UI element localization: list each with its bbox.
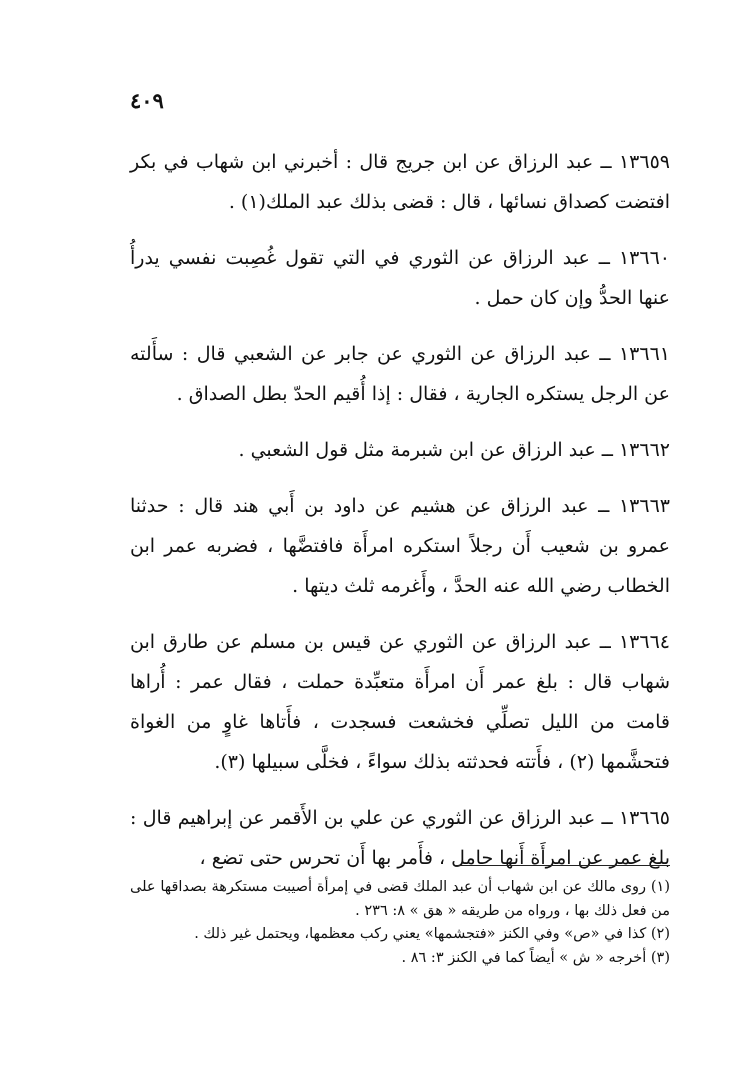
hadith-13660: ١٣٦٦٠ ــ عبد الرزاق عن الثوري في التي تقول غُصِبت نفسي يدرأُ عنها الحدُّ وإن كان حمل . xyxy=(130,247,670,309)
footnote-1: (١) روى مالك عن ابن شهاب أن عبد الملك قضى في إمرأة أصيبت مستكرهة بصداقها على من فعل ذلك بها ، ورواه من طريقه « هق » ٨: ٢٣٦ . xyxy=(130,879,670,919)
page-number: ٤٠٩ xyxy=(130,88,164,113)
hadith-13659: ١٣٦٥٩ ــ عبد الرزاق عن ابن جريج قال : أخبرني ابن شهاب في بكر افتضت كصداق نسائها ، قال : قضى بذلك عبد الملك(١) . xyxy=(130,151,670,213)
hadith-13663: ١٣٦٦٣ ــ عبد الرزاق عن هشيم عن داود بن أَبي هند قال : حدثنا عمرو بن شعيب أَن رجلاً استكره امرأَة فافتضَّها ، فضربه عمر ابن الخطاب رضي الله عنه الحدَّ ، وأَغرمه ثلث ديتها . xyxy=(130,495,670,597)
hadith-13665: ١٣٦٦٥ ــ عبد الرزاق عن الثوري عن علي بن الأَقمر عن إبراهيم قال : بلغ عمر عن امرأَة أَنها حامل ، فأَمر بها أَن تحرس حتى تضع ، xyxy=(130,807,670,869)
main-text xyxy=(130,142,670,894)
footnote-divider xyxy=(455,865,670,866)
footnote-2: (٢) كذا في «ص» وفي الكنز «فتجشمها» يعني ركب معظمها، ويحتمل غير ذلك . xyxy=(194,926,670,942)
hadith-13662: ١٣٦٦٢ ــ عبد الرزاق عن ابن شبرمة مثل قول الشعبي . xyxy=(238,439,670,461)
hadith-13661: ١٣٦٦١ ــ عبد الرزاق عن الثوري عن جابر عن الشعبي قال : سأَلته عن الرجل يستكره الجارية ، فقال : إذا أُقيم الحدّ بطل الصداق . xyxy=(130,343,670,405)
footnote-3: (٣) أخرجه « ش » أيضاً كما في الكنز ٣: ٨٦ . xyxy=(401,949,670,966)
hadith-13664: ١٣٦٦٤ ــ عبد الرزاق عن الثوري عن قيس بن مسلم عن طارق ابن شهاب قال : بلغ عمر أَن امرأَة متعبِّدة حملت ، فقال عمر : أُراها قامت من الليل تصلِّي فخشعت فسجدت ، فأَتاها غاوٍ من الغواة فتحشَّمها (٢) ، فأَتته فحدثته بذلك سواءً ، فخلَّى سبيلها (٣). xyxy=(130,631,670,773)
footnotes xyxy=(130,876,670,970)
